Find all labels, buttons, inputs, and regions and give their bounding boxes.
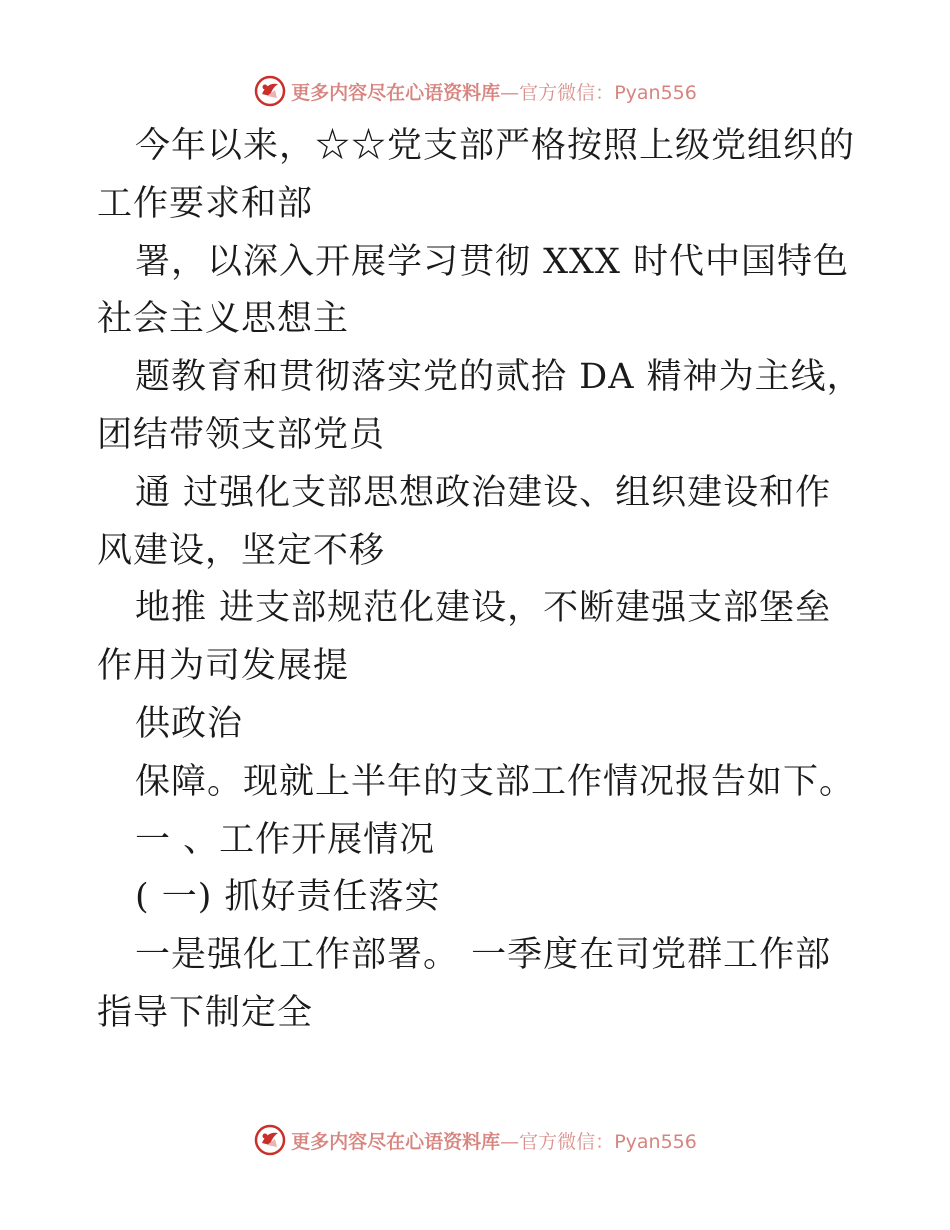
- paragraph-line: 今年以来，☆☆党支部严格按照上级党组织的工作要求和部: [97, 126, 856, 224]
- paragraph-line: 通 过强化支部思想政治建设、组织建设和作风建设，坚定不移: [97, 472, 832, 571]
- footer-watermark: [0, 1120, 950, 1160]
- watermark-text: 更多内容尽在心语资料库—官方微信：Pyan556: [291, 1130, 697, 1153]
- paragraph-line: 保障。现就上半年的支部工作情况报告如下。: [135, 761, 856, 802]
- subsection-heading: ( 一) 抓好责任落实: [135, 877, 441, 918]
- brand-logo-icon: [253, 1123, 287, 1157]
- section-heading: 一 、工作开展情况: [135, 819, 436, 860]
- paragraph-line: 供政治: [135, 703, 244, 744]
- paragraph-line: 题教育和贯彻落实党的贰拾 DA 精神为主线，团结带领支部党员: [97, 357, 863, 455]
- watermark-text: 更多内容尽在心语资料库—官方微信：Pyan556: [291, 81, 697, 104]
- paragraph-line: 一是强化工作部署。 一季度在司党群工作部指导下制定全: [97, 935, 832, 1033]
- header-watermark: [0, 71, 950, 111]
- paragraph-line: 地推 进支部规范化建设，不断建强支部堡垒作用为司发展提: [97, 588, 832, 687]
- document-body: [97, 118, 867, 1043]
- brand-logo-icon: [253, 74, 287, 108]
- paragraph-line: 署，以深入开展学习贯彻 XXX 时代中国特色社会主义思想主: [97, 241, 850, 340]
